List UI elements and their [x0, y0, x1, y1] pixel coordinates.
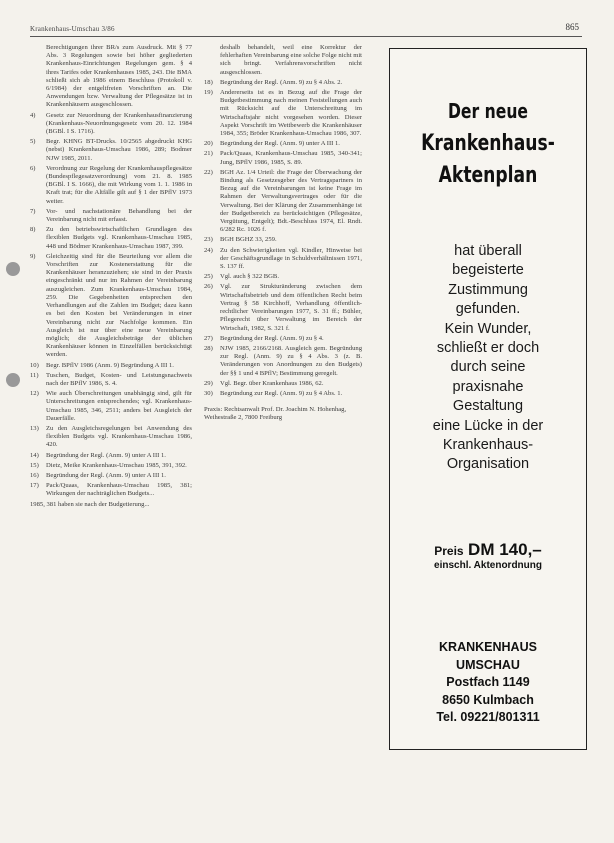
- footnote-number: 21): [204, 150, 213, 158]
- ad-contact: [390, 639, 586, 727]
- footnote-number: 20): [204, 140, 213, 148]
- footnote: [204, 247, 362, 272]
- page-number: 865: [565, 22, 579, 32]
- footnote-text: Pack/Quaas, Krankenhaus-Umschau 1985, 340-341; Jung, BPflV 1986, 1985, S. 89.: [220, 150, 362, 166]
- footnote: [204, 390, 362, 398]
- footnote-text: Vgl. Begr. über Krankenhaus 1986, 62.: [220, 379, 324, 387]
- footnote: [30, 226, 192, 251]
- footnote-text: Begründung der Regl. (Anm. 9) unter A III 1.: [220, 140, 340, 148]
- footnote: [204, 380, 362, 388]
- footnote-text: Begr. BPflV 1986 (Anm. 9) Begründung A III 1.: [46, 361, 174, 369]
- ad-contact-line: 8650 Kulmbach: [442, 692, 534, 707]
- footnote: [30, 253, 192, 360]
- footnote-text: Begründung der Regl. (Anm. 9) zu § 4.: [220, 334, 324, 342]
- footnote: [30, 362, 192, 370]
- footnote: [204, 44, 362, 77]
- footnote: [30, 165, 192, 206]
- ad-body-line: hat überall: [454, 243, 522, 259]
- ad-body-line: durch seine: [450, 359, 526, 376]
- footnote-number: 25): [204, 273, 213, 281]
- footnote-number: 6): [30, 164, 36, 172]
- ad-contact-line: KRANKENHAUS: [439, 640, 537, 654]
- footnotes-middle-column: [204, 44, 362, 423]
- ad-price-note: einschl. Aktenordnung: [434, 560, 542, 571]
- footnote-number: 11): [30, 371, 39, 379]
- footnote-number: 4): [30, 111, 36, 119]
- footnote-number: 17): [30, 482, 39, 490]
- ad-title-line-3: Aktenplan: [438, 163, 538, 188]
- author-address: Praxis: Rechtsanwalt Prof. Dr. Joachim N. Hohenhag, Weihestraße 2, 7800 Freiburg: [204, 406, 347, 422]
- footnote-number: [30, 44, 46, 110]
- footnote-number: 24): [204, 246, 213, 254]
- footnote-text: Begründung zur Regl. (Anm. 9) zu § 4 Abs. 1.: [220, 389, 343, 397]
- ad-body-line: Organisation: [446, 456, 530, 473]
- footnote-number: 5): [30, 138, 36, 146]
- footnote-text: Berechtigungen ihrer BR/s zum Ausdruck. Mit § 77 Abs. 3 Regelungen sowie bei höher gegliederten Krankenhaus-Einrichtungen Regelungen gem. § 4 ihres Tarifes oder Krankenhauses 1985, 243. Die BMA schließt sich ab 1986 einem Beschluss (Protokoll v. 6/1984) der entgeltfreien Vorschriften an. Die Anwendungen bzw. Verwaltung der Pflegesätze ist in Krankenhäusern ausgeschlossen.: [46, 44, 192, 109]
- advertisement-box: [389, 48, 587, 750]
- ad-body-line: begeisterte: [452, 262, 524, 279]
- footnote-number: 12): [30, 390, 39, 398]
- ad-title-line-1: Der neue: [447, 99, 529, 123]
- footnote: [30, 462, 192, 470]
- footnote: [204, 236, 362, 244]
- footnote-number: 7): [30, 207, 36, 215]
- footnote-number: 10): [30, 361, 39, 369]
- footnote: [30, 138, 192, 163]
- footnote: [30, 208, 192, 224]
- footnote: [204, 169, 362, 235]
- footnote-number: 23): [204, 236, 213, 244]
- footnote-number: 14): [30, 451, 39, 459]
- footnote-number: 8): [30, 226, 36, 234]
- ad-contact-line: Postfach 1149: [446, 675, 530, 690]
- footnote-number: 22): [204, 168, 213, 176]
- ad-price: [390, 540, 586, 560]
- footnote: [30, 390, 192, 423]
- footnote-text: NJW 1985, 2166/2168. Ausgleich gem. Begründung zur Regl. (Anm. 9) zu § 4 Abs. 3 (z. B. Veränderungen von Anordnungen zu den Budgets) der §§ 1 und 4 BPflV; Bestimmung geregelt.: [220, 344, 362, 377]
- footnote-text: Tuschen, Budget, Kosten- und Leistungsnachweis nach der BPflV 1986, S. 4.: [46, 371, 192, 387]
- footnote-number: 18): [204, 78, 213, 86]
- punch-hole-top: [6, 262, 20, 276]
- punch-hole-bottom: [6, 373, 20, 387]
- ad-body-line: eine Lücke in der: [432, 417, 544, 434]
- footnote-text: Zu den betriebswirtschaftlichen Grundlagen des flexiblen Budgets vgl. Krankenhaus-Umschau 1985, 448 und Bödmer Krankenhaus-Umschau 1987, 399.: [46, 226, 192, 250]
- ad-contact-line: Tel. 09221/801311: [436, 710, 540, 725]
- ad-price-prefix: Preis: [434, 544, 464, 558]
- footnote-text: Gleichzeitig sind für die Beurteilung vor allem die Vorschriften zur Kostenerstattung für die Krankenhäuser heranzuziehen; sie sind in der Praxis eingeschränkt und nur im Rahmen der Vereinbarung auszugleichen. Zum Krankenhaus-Umschau 1984, 259. Die Gegebenheiten entsprechen den Verhandlungen auf die Zahlen im Budget; dazu kann es bei den Kosten bei Veränderungen in einer Vereinbarung nicht zur Nachfolge kommen. Ein Ausgleich ist nur über eine neue Vereinbarung möglich; die Ausgleichsbeträge der üblichen Krankenhäuser können in Einzelfällen berücksichtigt werden.: [46, 252, 192, 359]
- footnote: [30, 482, 192, 498]
- footnote-number: 26): [204, 283, 213, 291]
- footnote: [204, 335, 362, 343]
- footnote-text: Vor- und nachstationäre Behandlung bei der Vereinbarung nicht mit erfasst.: [46, 207, 192, 224]
- ad-body-line: schließt er doch: [436, 340, 540, 357]
- footnote-number: 27): [204, 334, 213, 342]
- ad-title-line-2: Krankenhaus-: [421, 131, 555, 156]
- footnote: [204, 345, 362, 378]
- footnote: [30, 472, 192, 480]
- ad-contact-line: UMSCHAU: [456, 657, 520, 672]
- footnote-number: [204, 44, 220, 77]
- ad-price-value: DM 140,–: [468, 540, 542, 559]
- footnote: [204, 89, 362, 138]
- footnote: [30, 112, 192, 137]
- footnote-text: Vgl. auch § 322 BGB.: [220, 273, 279, 281]
- footnote: [204, 150, 362, 166]
- footnote-number: 15): [30, 461, 39, 469]
- footnote: [204, 283, 362, 332]
- footnote-number: 16): [30, 471, 39, 479]
- footnote-text: Zu den Schwierigkeiten vgl. Kindler, Hinweise bei der Geschäftsgrundlage in Schuldverhältnissen 1971, S. 137 ff.: [220, 246, 362, 271]
- footnote-text: BGH Az. 1/4 Urteil: die Frage der Überwachung der Bindung als Gesetzesgeber des Vertragspartners in Bezug auf die Vereinbarungen ist keine Frage im Rahmen der Verwaltungsvertrages oder für die Verwaltung. Bei der Klärung der Zusammenhänge ist der Budgetbereich zu berücksichtigen (Pflegesätze, Vergütung, Entgelt); Bdt.-Beschluss 1974, El. Rndt. 6/282 Rc. 1026 f.: [220, 168, 362, 234]
- footnote-text: Zu den Ausgleichsregelungen bei Anwendung des flexiblen Budgets vgl. Krankenhaus-Umschau 1986, 420.: [46, 424, 192, 449]
- footnote: [30, 372, 192, 388]
- footnote-number: 29): [204, 379, 213, 387]
- footnote-text: Begründung der Regl. (Anm. 9) unter A III 1.: [46, 471, 166, 479]
- ad-body-line: gefunden.: [455, 301, 521, 318]
- ad-body-line: Zustimmung: [448, 281, 528, 298]
- footnote-text: Pack/Quaas, Krankenhaus-Umschau 1985, 381; Wirkungen der nachträglichen Budgets...: [46, 482, 192, 498]
- footnote: [204, 140, 362, 148]
- footnote-text: Andererseits ist es in Bezug auf die Frage der Budgetbestimmung nach meinen Feststellungen auch mit Rücksicht auf die Unterschreitung im Wirtschaftsjahr nicht vorgesehen worden. Dieser Aspekt Vorschrift im Wettbewerb die Krankenhäuser 1984, 355; Bröder Krankenhaus-Umschau 1986, 307.: [220, 89, 362, 138]
- footnote-text: Begründung der Regl. (Anm. 9) zu § 4 Abs. 2.: [220, 78, 343, 86]
- footnote-number: 9): [30, 252, 36, 260]
- footnote-text: Wie auch Überschreitungen unabhängig sind, gilt für Unterschreitungen entsprechendes; vgl. Krankenhaus-Umschau 1985, 346, 2511; anders bei Ausgleich der Dauerfälle.: [46, 390, 192, 422]
- ad-body-line: Krankenhaus-: [442, 437, 534, 454]
- footnote-text: Begr. KHNG BT-Drucks. 10/2565 abgedruckt KHG (nebst) Krankenhaus-Umschau 1986, 289; Bodmer NJW 1985, 2011.: [46, 138, 192, 162]
- running-head: Krankenhaus-Umschau 3/86: [30, 25, 115, 33]
- footnote-text: deshalb behandelt, weil eine Korrektur der fehlerhaften Vereinbarung eine solche Folge nicht mit sich bringt. Verfahrensvorschriften nicht ausgeschlossen.: [220, 44, 362, 76]
- footnote: [30, 425, 192, 450]
- ad-body-line: praxisnahe: [452, 378, 524, 395]
- footnote-text: BGH BGHZ 33, 259.: [220, 236, 277, 244]
- ad-body: [390, 242, 586, 475]
- footnote: [204, 273, 362, 281]
- footnote: [30, 452, 192, 460]
- footnote-number: 28): [204, 344, 213, 352]
- footnote-number: 30): [204, 389, 213, 397]
- header-rule: [30, 36, 582, 37]
- footnote-text: Verordnung zur Regelung der Krankenhauspflegesätze (Bundespflegesatzverordnung) vom 21. 8. 1985 (BGBl. I S. 1666), die mit Wirkung vom 1. 1. 1986 in Kraft trat; für die Altfälle gilt auf § 1 der BPflV 1973 weiter.: [46, 164, 192, 205]
- footnote-number: 19): [204, 89, 213, 97]
- footnote: [204, 79, 362, 87]
- left-column-continuation: 1985, 381 haben sie nach der Budgetierung...: [30, 500, 150, 508]
- footnote-text: Vgl. zur Strukturänderung zwischen dem Wirtschaftsbetrieb und dem öffentlichen Recht beim Vertrag § 58 Kirchhoff, Verhandlung öffentlich-rechtlicher Vereinbarungen 1977, S. 31 ff.; Bühler, Pflegerecht über Verwaltung im Bereich der Wirtschaft, 1982, S. 321 f.: [220, 283, 362, 332]
- footnote: [30, 44, 192, 110]
- ad-body-line: Gestaltung: [452, 398, 524, 415]
- footnote-number: 13): [30, 424, 39, 432]
- ad-body-line: Kein Wunder,: [444, 320, 532, 337]
- footnote-text: Dietz, Meike Krankenhaus-Umschau 1985, 391, 392.: [46, 461, 187, 469]
- footnotes-left-column: [30, 44, 192, 509]
- footnote-text: Begründung der Regl. (Anm. 9) unter A III 1.: [46, 451, 166, 459]
- footnote-text: Gesetz zur Neuordnung der Krankenhausfinanzierung (Krankenhaus-Neuordnungsgesetz vom 20. 12. 1984 (BGBl. I S. 1716).: [46, 111, 192, 136]
